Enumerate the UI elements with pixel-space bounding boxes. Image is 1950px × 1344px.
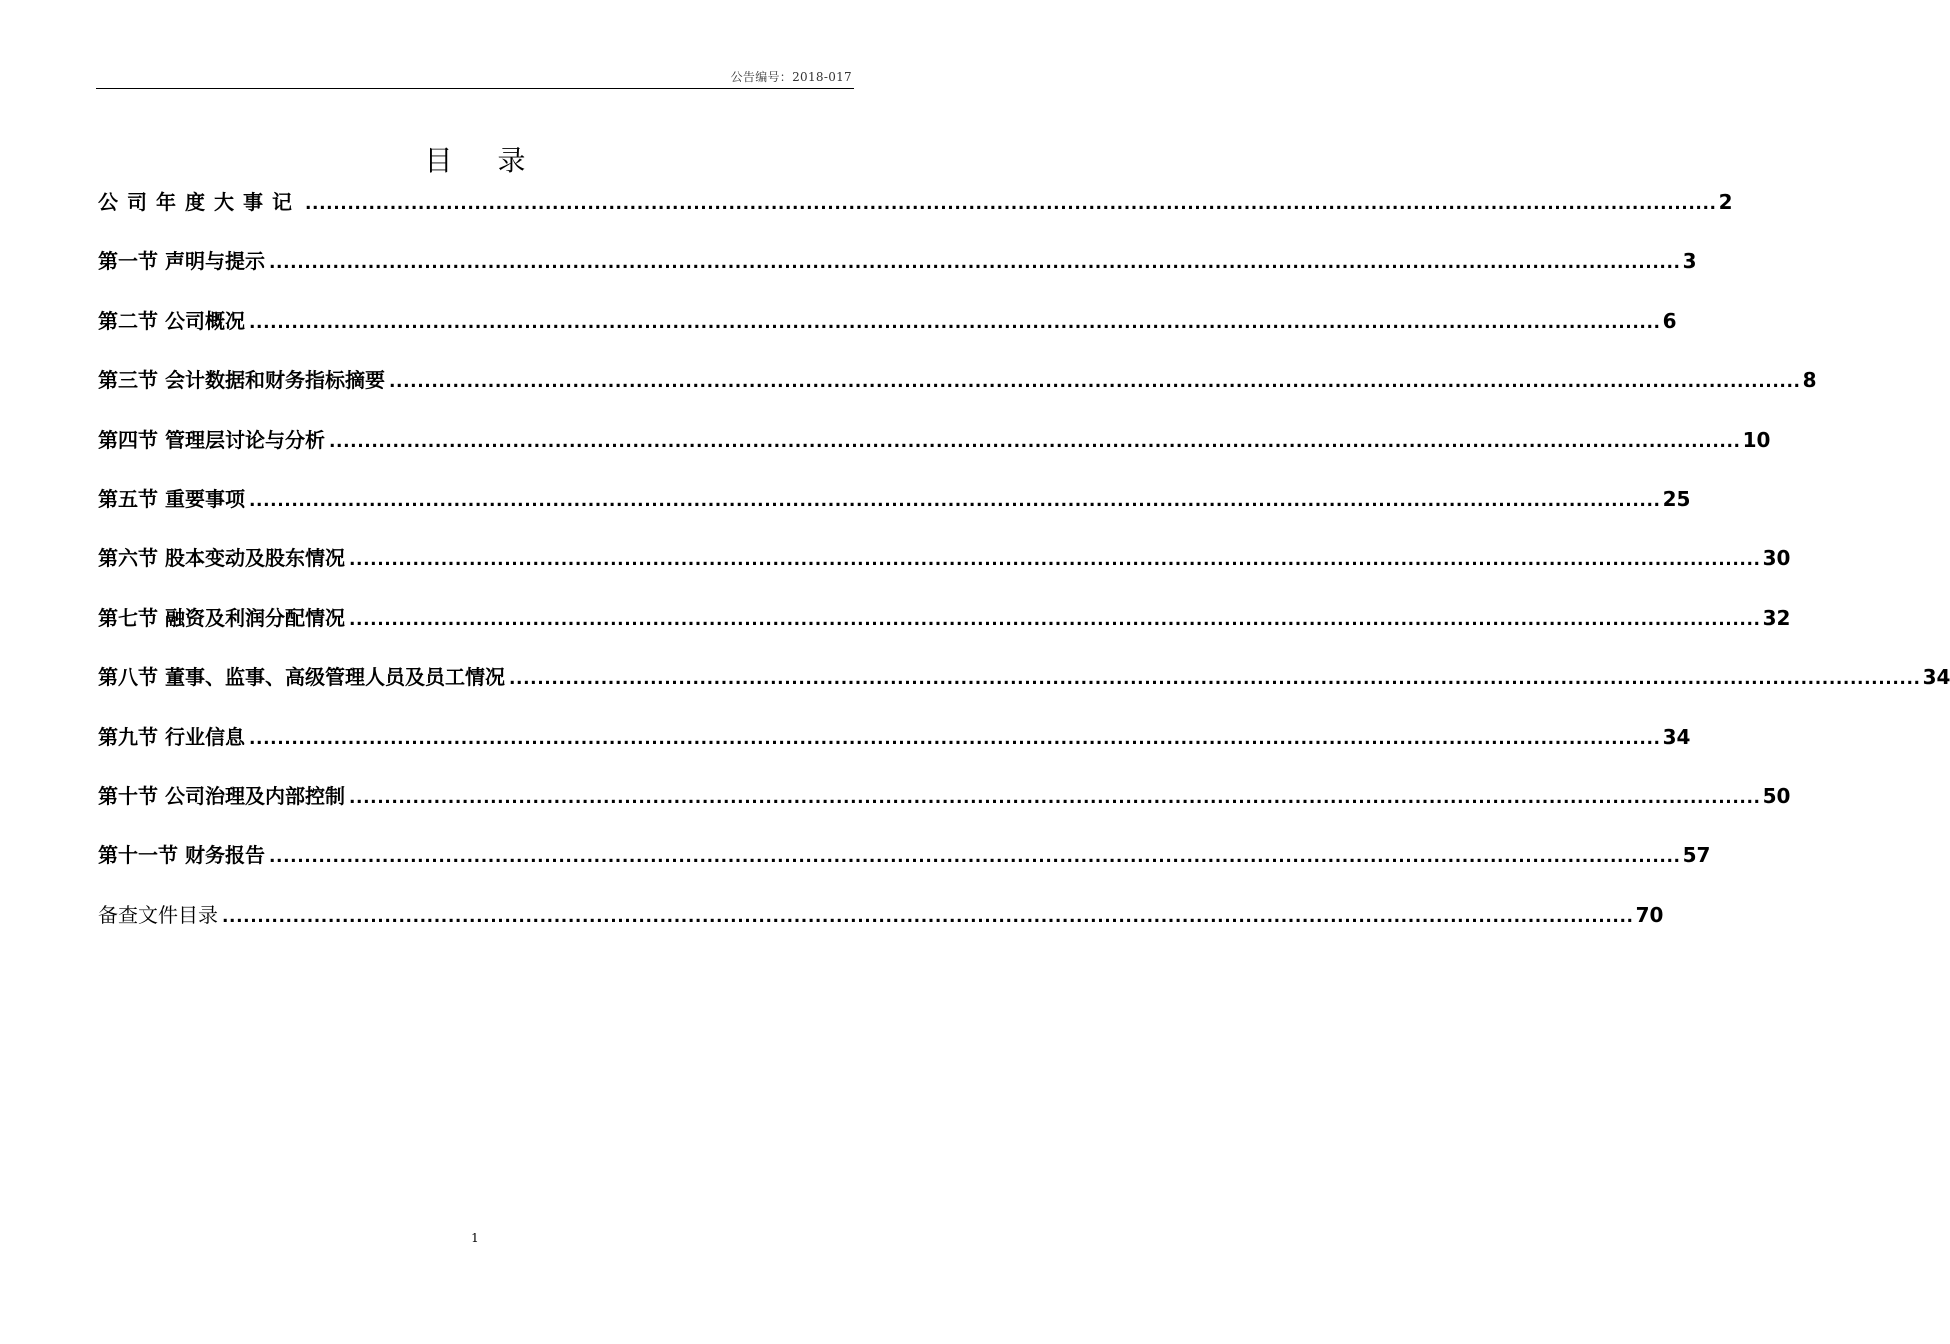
toc-dot-leader: ........................................................................................................................................................................................................ (222, 906, 1634, 927)
toc-entry-label: 第六节 股本变动及股东情况 (98, 546, 345, 571)
toc-entry-label: 第九节 行业信息 (98, 724, 245, 749)
toc-entry[interactable] (98, 899, 1664, 958)
toc-dot-leader: ........................................................................................................................................................................................................ (388, 372, 1801, 393)
toc-entry-label: 第三节 会计数据和财务指标摘要 (98, 368, 385, 393)
table-of-contents (98, 186, 1950, 958)
toc-entry-page: 6 (1662, 308, 1677, 333)
toc-dot-leader: ........................................................................................................................................................................................................ (508, 669, 1921, 690)
page-number: 1 (471, 1231, 479, 1245)
toc-dot-leader: ........................................................................................................................................................................................................ (268, 253, 1681, 274)
toc-dot-leader: ........................................................................................................................................................................................................ (248, 312, 1661, 333)
toc-entry-label: 第四节 管理层讨论与分析 (98, 427, 325, 452)
toc-dot-leader: ........................................................................................................................................................................................................ (348, 787, 1761, 808)
toc-dot-leader: ........................................................................................................................................................................................................ (348, 550, 1761, 571)
toc-entry-label: 第十一节 财务报告 (98, 843, 265, 868)
toc-entry-label: 公司年度大事记 (98, 190, 301, 214)
toc-entry[interactable] (98, 245, 1697, 304)
toc-entry-page: 10 (1742, 427, 1771, 452)
toc-title: 目 录 (424, 143, 544, 177)
toc-entry[interactable] (98, 721, 1691, 780)
toc-entry-label: 备查文件目录 (98, 902, 218, 927)
toc-entry-label: 第八节 董事、监事、高级管理人员及员工情况 (98, 665, 505, 690)
toc-entry[interactable] (98, 661, 1950, 720)
toc-entry-page: 57 (1682, 843, 1711, 868)
toc-entry[interactable] (98, 602, 1791, 661)
toc-dot-leader: ........................................................................................................................................................................................................ (268, 847, 1681, 868)
toc-dot-leader: ........................................................................................................................................................................................................ (348, 609, 1761, 630)
toc-entry-label: 第七节 融资及利润分配情况 (98, 605, 345, 630)
toc-entry-label: 第一节 声明与提示 (98, 249, 265, 274)
toc-dot-leader: ........................................................................................................................................................................................................ (248, 728, 1661, 749)
toc-entry-page: 34 (1662, 724, 1691, 749)
toc-dot-leader: ........................................................................................................................................................................................................ (248, 490, 1661, 511)
toc-entry-page: 30 (1762, 546, 1791, 571)
toc-entry-page: 3 (1682, 249, 1697, 274)
toc-entry-page: 50 (1762, 783, 1791, 808)
toc-entry[interactable] (98, 542, 1791, 601)
toc-entry-page: 70 (1635, 902, 1664, 927)
toc-dot-leader: ........................................................................................................................................................................................................ (328, 431, 1741, 452)
toc-entry[interactable] (98, 424, 1771, 483)
document-number: 公告编号：2018-017 (730, 70, 852, 84)
toc-entry[interactable] (98, 305, 1677, 364)
toc-dot-leader: ........................................................................................................................................................................................................ (305, 194, 1717, 214)
toc-entry[interactable] (98, 780, 1791, 839)
toc-entry-page: 34 (1922, 665, 1950, 690)
toc-entry[interactable] (98, 483, 1691, 542)
toc-entry-label: 第十节 公司治理及内部控制 (98, 783, 345, 808)
toc-entry[interactable] (98, 364, 1817, 423)
toc-entry[interactable] (98, 186, 1733, 245)
toc-entry-page: 2 (1718, 190, 1733, 214)
toc-entry[interactable] (98, 839, 1711, 898)
header-rule (96, 88, 854, 89)
toc-entry-page: 25 (1662, 486, 1691, 511)
toc-entry-label: 第二节 公司概况 (98, 308, 245, 333)
toc-entry-page: 8 (1802, 368, 1817, 393)
toc-entry-page: 32 (1762, 605, 1791, 630)
toc-entry-label: 第五节 重要事项 (98, 486, 245, 511)
